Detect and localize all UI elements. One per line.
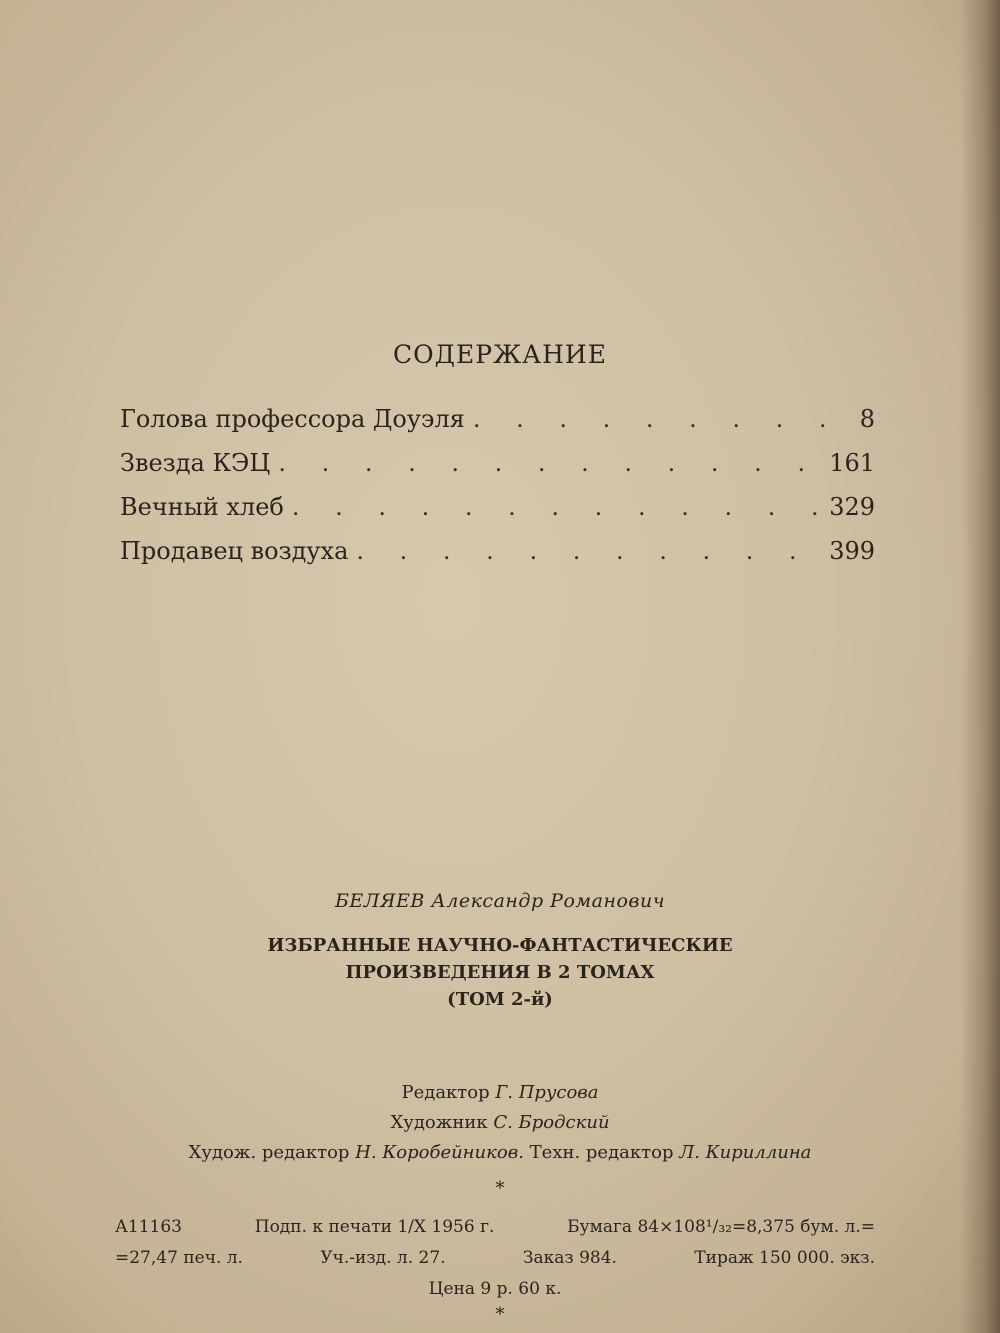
toc-leader-dots — [356, 537, 821, 565]
imprint-field: Бумага 84×108¹/₃₂=8,375 бум. л.= — [567, 1217, 875, 1237]
imprint-field: =27,47 печ. л. — [115, 1248, 243, 1268]
toc-entry — [120, 537, 875, 581]
toc-entry-page: 329 — [829, 493, 875, 521]
imprint-field: Тираж 150 000. экз. — [694, 1248, 875, 1268]
separator-star: * — [495, 1304, 505, 1325]
toc-entry-title: Звезда КЭЦ — [120, 449, 271, 477]
editor-role: Редактор — [401, 1082, 490, 1103]
toc-entry-title: Голова профессора Доуэля — [120, 405, 465, 433]
separator-star: * — [495, 1178, 505, 1199]
tech-editor-name: Л. Кириллина — [679, 1142, 812, 1163]
book-title — [0, 932, 1000, 1013]
price: Цена 9 р. 60 к. — [428, 1279, 562, 1299]
editor-credit — [0, 1078, 1000, 1108]
imprint-line — [115, 1212, 875, 1243]
toc-leader-dots — [292, 493, 821, 521]
toc-leader-dots — [473, 405, 827, 433]
book-title-line: (ТОМ 2-й) — [447, 989, 553, 1010]
artist-role: Художник — [390, 1112, 488, 1133]
author-name: БЕЛЯЕВ Александр Романович — [334, 890, 666, 912]
imprint — [115, 1212, 875, 1305]
toc-entry — [120, 493, 875, 537]
imprint-field: А11163 — [115, 1217, 182, 1237]
toc-entry-title: Продавец воздуха — [120, 537, 349, 565]
table-of-contents — [120, 405, 875, 581]
toc-entry — [120, 405, 875, 449]
toc-entry-title: Вечный хлеб — [120, 493, 284, 521]
toc-entry — [120, 449, 875, 493]
imprint-field: Уч.-изд. л. 27. — [320, 1248, 446, 1268]
imprint-field: Заказ 984. — [522, 1248, 617, 1268]
toc-entry-page: 399 — [829, 537, 875, 565]
book-title-line: ПРОИЗВЕДЕНИЯ В 2 ТОМАХ — [345, 962, 655, 983]
artist-name: С. Бродский — [493, 1112, 610, 1133]
toc-leader-dots — [278, 449, 821, 477]
credits — [0, 1078, 1000, 1168]
editor-name: Г. Прусова — [495, 1082, 599, 1103]
toc-entry-page: 8 — [859, 405, 875, 433]
toc-heading: СОДЕРЖАНИЕ — [393, 340, 607, 369]
price-line — [115, 1274, 875, 1305]
toc-entry-page: 161 — [829, 449, 875, 477]
book-title-line: ИЗБРАННЫЕ НАУЧНО-ФАНТАСТИЧЕСКИЕ — [267, 935, 733, 956]
imprint-line — [115, 1243, 875, 1274]
tech-editor-role: Техн. редактор — [529, 1142, 674, 1163]
art-editor-role: Худож. редактор — [188, 1142, 350, 1163]
artist-credit — [0, 1108, 1000, 1138]
art-editor-name: Н. Коробейников. — [355, 1142, 524, 1163]
editors-credit — [0, 1138, 1000, 1168]
imprint-field: Подп. к печати 1/X 1956 г. — [254, 1217, 495, 1237]
